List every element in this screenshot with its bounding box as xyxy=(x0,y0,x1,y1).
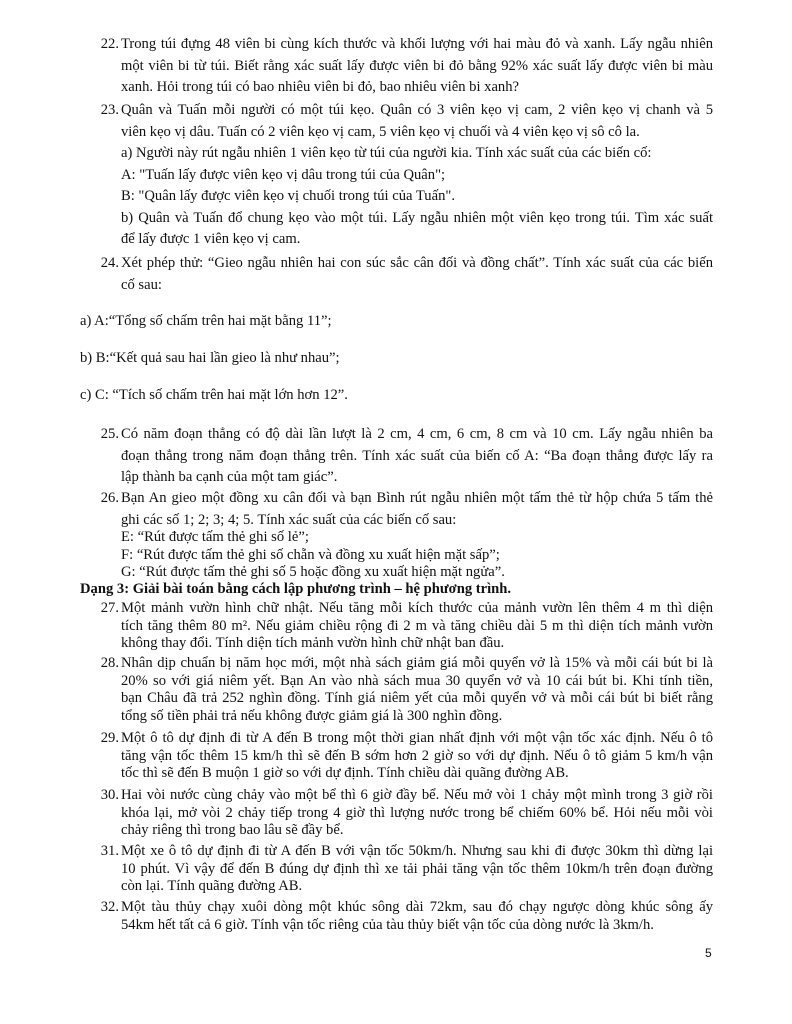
question-26 xyxy=(97,490,713,582)
text-line: B: "Quân lấy được viên kẹo vị chuối trong túi của Tuấn". xyxy=(121,188,455,204)
text-line: Hai vòi nước cùng chảy vào một bể thì 6 giờ đầy bể. Nếu mở vòi 1 chảy một mình trong 3 giờ rồi xyxy=(121,787,713,803)
text-line: A: "Tuấn lấy được viên kẹo vị dâu trong túi của Quân"; xyxy=(121,166,446,183)
question-24-part-b: b) B:“Kết quả sau hai lần gieo là như nhau”; xyxy=(80,350,340,366)
question-27 xyxy=(97,600,713,653)
page-number: 5 xyxy=(705,946,712,960)
text-line: b) Quân và Tuấn đổ chung kẹo vào một túi. Lấy ngẫu nhiên một viên kẹo trong túi. Tìm xác suất xyxy=(121,209,713,226)
text-line: Bạn An gieo một đồng xu cân đối và bạn Bình rút ngẫu nhiên một tấm thẻ từ hộp chứa 5 tấm thẻ xyxy=(121,490,713,506)
question-24-part-a: a) A:“Tổng số chấm trên hai mặt bằng 11”; xyxy=(80,313,332,329)
text-line: đoạn thẳng trong năm đoạn thẳng trên. Tính xác suất của biến cố A: “Ba đoạn thẳng được lấy ra xyxy=(121,447,713,464)
text-line: còn lại. Tính quãng đường AB. xyxy=(121,878,303,894)
text-line: Trong túi đựng 48 viên bi cùng kích thước và khối lượng với hai màu đỏ và xanh. Lấy ngẫu nhiên xyxy=(121,36,713,52)
text-line: lập thành ba cạnh của một tam giác”. xyxy=(121,469,338,485)
text-line: chảy riêng thì trong bao lâu sẽ đầy bể. xyxy=(121,822,344,838)
text-line: viên kẹo vị dâu. Tuấn có 2 viên kẹo vị cam, 5 viên kẹo vị chuối và 4 viên kẹo vị sô cô la. xyxy=(121,123,640,140)
text-line: để lấy được 1 viên kẹo vị cam. xyxy=(121,231,301,247)
question-31 xyxy=(97,843,713,896)
question-number: 29. xyxy=(100,730,119,746)
text-line: khóa lại, mở vòi 2 chảy tiếp trong 4 giờ thì lượng nước trong bể chiếm 60% bể. Hỏi nếu mỗi vòi xyxy=(121,804,713,821)
text-line: 54km hết tất cả 6 giờ. Tính vận tốc riêng của tàu thủy biết vận tốc của dòng nước là 3km/h. xyxy=(121,916,654,933)
text-line: Nhân dịp chuẩn bị năm học mới, một nhà sách giảm giá mỗi quyển vở là 15% và mỗi cái bút bi là xyxy=(121,655,713,671)
text-line: tổng số tiền phải trả nếu không được giảm giá là 300 nghìn đồng. xyxy=(121,707,503,724)
question-30 xyxy=(97,787,713,840)
question-number: 22. xyxy=(100,36,119,52)
text-line: Quân và Tuấn mỗi người có một túi kẹo. Quân có 3 viên kẹo vị cam, 2 viên kẹo vị chanh và 5 xyxy=(121,102,713,118)
text-line: G: “Rút được tấm thẻ ghi số 5 hoặc đồng xu xuất hiện mặt ngửa”. xyxy=(121,564,505,580)
text-line: F: “Rút được tấm thẻ ghi số chẵn và đồng xu xuất hiện mặt sấp”; xyxy=(121,546,500,563)
text-line: cố sau: xyxy=(121,276,162,293)
text-line: bạn Châu đã trả 252 nghìn đồng. Tính giá niêm yết của mỗi quyển vở và mỗi cái bút bi biết rằng xyxy=(121,690,713,706)
question-22 xyxy=(97,34,713,99)
question-number: 32. xyxy=(100,899,119,915)
section-heading: Dạng 3: Giải bài toán bằng cách lập phương trình – hệ phương trình. xyxy=(80,581,512,597)
question-number: 26. xyxy=(100,490,119,506)
question-number: 28. xyxy=(100,655,119,671)
text-line: Một xe ô tô dự định đi từ A đến B với vận tốc 50km/h. Nhưng sau khi đi được 30km thì dừng lại xyxy=(121,843,713,859)
text-line: Có năm đoạn thẳng có độ dài lần lượt là 2 cm, 4 cm, 6 cm, 8 cm và 10 cm. Lấy ngẫu nhiên ba xyxy=(121,426,713,442)
text-line: 20% so với giá niêm yết. Bạn An vào nhà sách mua 30 quyển vở và 10 cái bút bi. Khi tính tiền, xyxy=(121,672,713,689)
text-line: E: “Rút được tấm thẻ ghi số lẻ”; xyxy=(121,529,309,545)
text-line: ghi các số 1; 2; 3; 4; 5. Tính xác suất của các biến cố sau: xyxy=(121,511,457,528)
text-line: tốc thì sẽ đến B muộn 1 giờ so với dự định. Tính chiều dài quãng đường AB. xyxy=(121,765,569,781)
question-number: 23. xyxy=(100,102,119,118)
question-28 xyxy=(97,655,713,725)
question-23 xyxy=(97,100,713,251)
text-line: Một ô tô dự định đi từ A đến B trong một thời gian nhất định với một vận tốc xác định. Nếu ô tô xyxy=(121,730,713,746)
question-24-part-c: c) C: “Tích số chấm trên hai mặt lớn hơn 12”. xyxy=(80,387,348,403)
text-line: một viên bi từ túi. Biết rằng xác suất lấy được viên bi đỏ bằng 92% xác suất lấy được viên bi màu xyxy=(121,57,713,74)
question-32 xyxy=(97,899,713,934)
question-number: 30. xyxy=(100,787,119,803)
question-number: 24. xyxy=(100,255,119,271)
text-line: không thay đổi. Tính diện tích mảnh vườn hình chữ nhật ban đầu. xyxy=(121,635,505,651)
question-number: 27. xyxy=(100,600,119,616)
question-number: 31. xyxy=(100,843,119,859)
text-line: a) Người này rút ngẫu nhiên 1 viên kẹo từ túi của người kia. Tính xác suất của các biến cố: xyxy=(121,145,652,161)
text-line: xanh. Hỏi trong túi có bao nhiêu viên bi đỏ, bao nhiêu viên bi xanh? xyxy=(121,79,520,95)
question-24 xyxy=(97,253,713,296)
text-line: tích tăng thêm 80 m². Nếu giảm chiều rộng đi 2 m và tăng chiều dài 5 m thì diện tích mảnh vườn xyxy=(121,617,713,634)
question-number: 25. xyxy=(100,426,119,442)
text-line: Một tàu thủy chạy xuôi dòng một khúc sông dài 72km, sau đó chạy ngược dòng khúc sông ấy xyxy=(121,899,713,915)
text-line: Xét phép thử: “Gieo ngẫu nhiên hai con súc sắc cân đối và đồng chất”. Tính xác suất của các biến xyxy=(121,255,713,271)
text-line: 10 phút. Vì vậy để đến B đúng dự định thì xe tải phải tăng vận tốc thêm 10km/h trên đoạn đường xyxy=(121,860,713,877)
question-29 xyxy=(97,730,713,783)
question-25 xyxy=(97,424,713,489)
text-line: tăng vận tốc thêm 15 km/h thì sẽ đến B sớm hơn 2 giờ so với dự định. Nếu ô tô giảm 5 km/h vận xyxy=(121,747,713,764)
text-line: Một mảnh vườn hình chữ nhật. Nếu tăng mỗi kích thước của mảnh vườn lên thêm 4 m thì diện xyxy=(121,600,713,616)
